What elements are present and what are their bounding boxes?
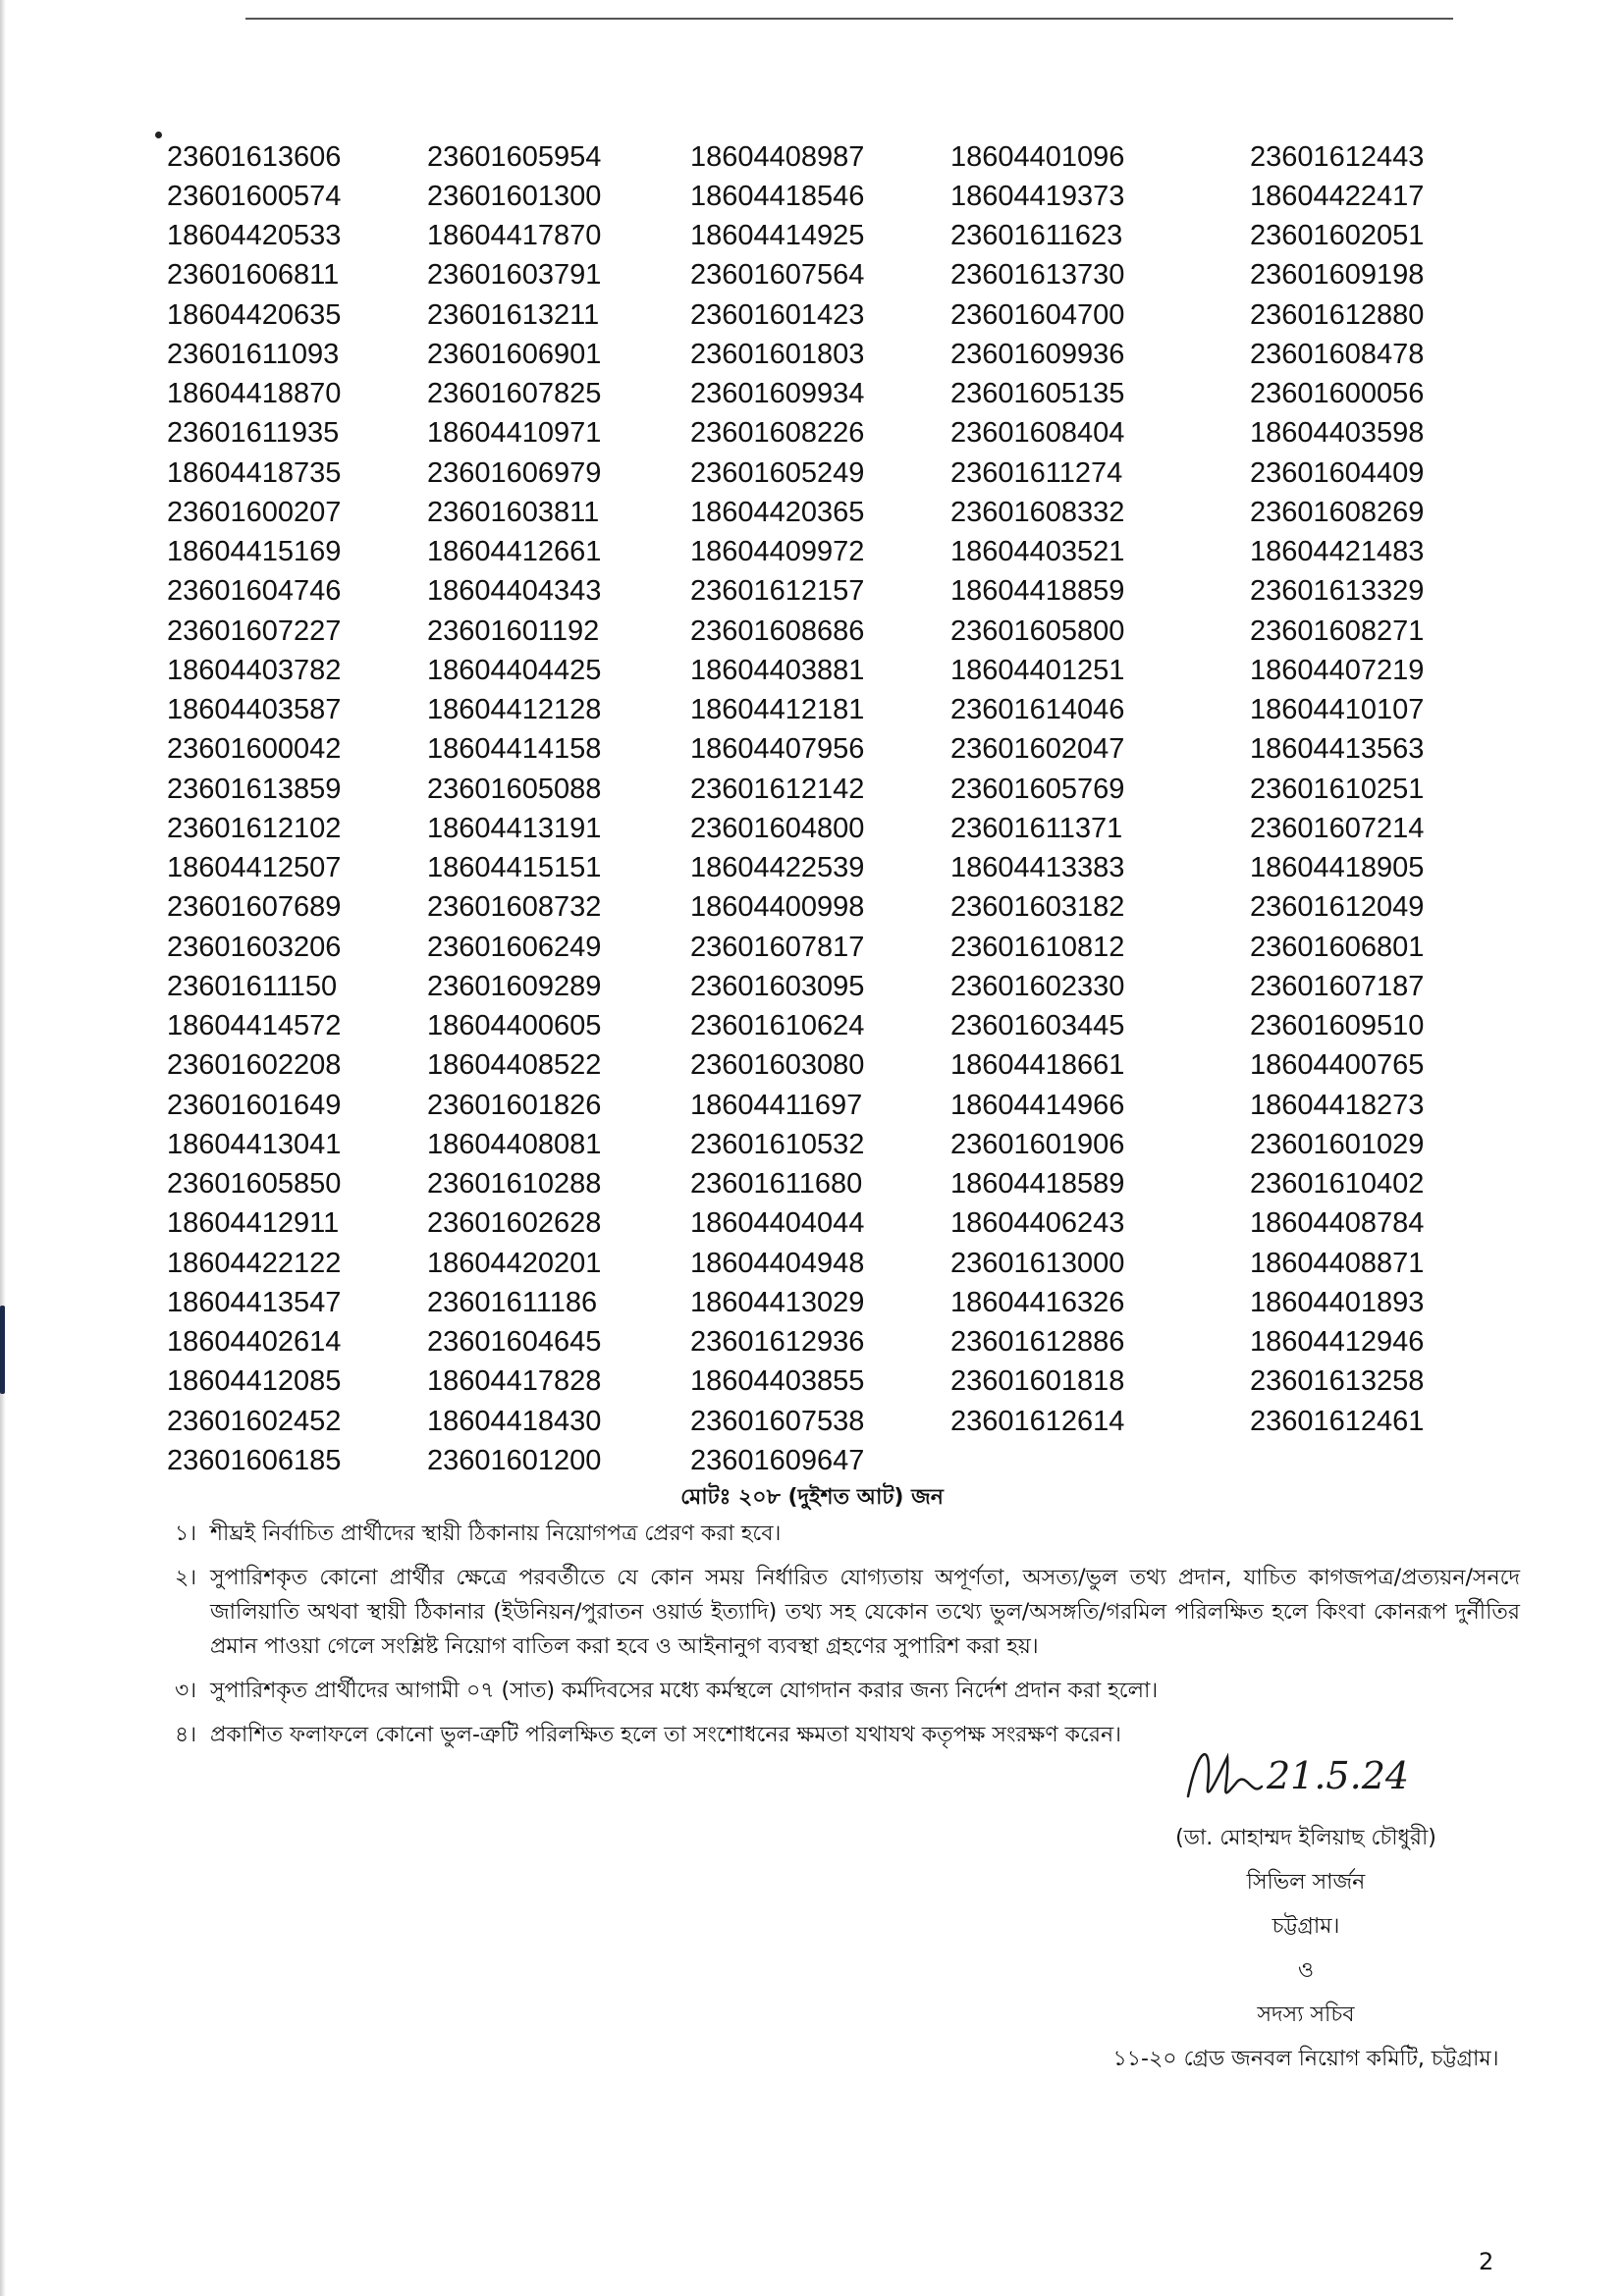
roll-number: 18604420533 (167, 220, 342, 252)
roll-number: 23601611274 (950, 456, 1123, 489)
roll-number: 23601611680 (690, 1168, 863, 1201)
roll-number: 23601611093 (167, 338, 340, 370)
roll-number: 23601610624 (690, 1010, 865, 1042)
roll-number: 23601604746 (167, 575, 342, 608)
roll-number: 18604407219 (1250, 654, 1425, 686)
roll-number: 23601612443 (1250, 140, 1425, 173)
roll-number: 18604414925 (690, 220, 865, 252)
roll-number: 23601607214 (1250, 812, 1425, 844)
roll-number: 18604410971 (427, 417, 602, 450)
roll-number: 18604422539 (690, 852, 865, 884)
roll-number: 23601612157 (690, 575, 865, 608)
roll-number: 23601611186 (427, 1286, 598, 1318)
roll-number: 18604417828 (427, 1365, 602, 1398)
scan-edge-shadow (0, 0, 6, 2296)
roll-number: 18604415169 (167, 536, 342, 568)
roll-number: 18604418273 (1250, 1089, 1425, 1121)
note-number: ৩। (175, 1679, 197, 1703)
roll-number: 23601600207 (167, 496, 342, 528)
roll-number: 23601612886 (950, 1326, 1125, 1359)
roll-number: 23601611623 (950, 220, 1123, 252)
roll-number: 23601613211 (427, 298, 600, 331)
roll-number: 23601612049 (1250, 891, 1425, 924)
page-number: 2 (1479, 2248, 1494, 2275)
roll-number: 23601603080 (690, 1049, 865, 1082)
roll-number: 23601608269 (1250, 496, 1425, 528)
roll-number: 18604401251 (950, 654, 1125, 686)
roll-number: 23601612102 (167, 812, 342, 844)
roll-number: 18604412661 (427, 536, 602, 568)
roll-number: 23601602208 (167, 1049, 342, 1082)
roll-number: 23601607227 (167, 614, 342, 647)
roll-number: 23601605954 (427, 140, 602, 173)
roll-number: 23601602047 (950, 733, 1125, 766)
roll-number: 23601604700 (950, 298, 1125, 331)
roll-number: 23601603811 (427, 496, 600, 528)
roll-number: 18604418430 (427, 1405, 602, 1437)
roll-number: 23601600042 (167, 733, 342, 766)
roll-number: 18604419373 (950, 180, 1125, 212)
signatory-role: সদস্য সচিব (1257, 2002, 1355, 2027)
roll-number: 18604403587 (167, 694, 342, 726)
roll-number: 18604418735 (167, 456, 342, 489)
roll-number: 18604414158 (427, 733, 602, 766)
roll-number: 23601608271 (1250, 614, 1425, 647)
note-item (175, 1517, 1520, 1551)
roll-number: 23601605249 (690, 456, 865, 489)
roll-number: 18604421483 (1250, 536, 1425, 568)
roll-number: 18604402614 (167, 1326, 342, 1359)
roll-number: 23601603791 (427, 259, 602, 292)
roll-number: 23601606185 (167, 1444, 342, 1476)
roll-number: 18604412128 (427, 694, 602, 726)
roll-number: 23601607817 (690, 931, 865, 963)
roll-number: 23601601423 (690, 298, 865, 331)
roll-number: 23601607564 (690, 259, 865, 292)
roll-number: 23601608404 (950, 417, 1125, 450)
roll-number: 23601608732 (427, 891, 602, 924)
roll-number: 23601601192 (427, 614, 600, 647)
roll-number: 23601605135 (950, 378, 1125, 410)
roll-number: 23601608686 (690, 614, 865, 647)
roll-number: 18604403881 (690, 654, 865, 686)
roll-number: 23601600056 (1250, 378, 1425, 410)
signatory-designation: সিভিল সার্জন (1246, 1870, 1366, 1895)
roll-number: 18604420365 (690, 496, 865, 528)
roll-number: 23601605769 (950, 773, 1125, 805)
roll-number: 23601603206 (167, 931, 342, 963)
roll-number: 23601609936 (950, 338, 1125, 370)
roll-number: 23601606901 (427, 338, 602, 370)
roll-number: 18604413547 (167, 1286, 342, 1318)
note-number: ২। (175, 1566, 197, 1590)
roll-number: 23601603182 (950, 891, 1125, 924)
signature-block (1011, 1816, 1600, 2081)
roll-number: 23601601818 (950, 1365, 1125, 1398)
roll-number: 23601612461 (1250, 1405, 1425, 1437)
roll-number: 18604414572 (167, 1010, 342, 1042)
roll-number: 23601608226 (690, 417, 865, 450)
roll-number: 18604418859 (950, 575, 1125, 608)
roll-number: 23601610288 (427, 1168, 602, 1201)
roll-number-grid (167, 137, 1473, 1481)
roll-number: 18604403521 (950, 536, 1125, 568)
roll-number: 23601610532 (690, 1128, 865, 1160)
roll-number: 18604411697 (690, 1089, 863, 1121)
roll-number: 23601613859 (167, 773, 342, 805)
roll-number: 23601613258 (1250, 1365, 1425, 1398)
roll-number: 18604416326 (950, 1286, 1125, 1318)
roll-number: 18604418546 (690, 180, 865, 212)
scan-edge-mark (0, 1306, 5, 1394)
roll-number: 23601604409 (1250, 456, 1425, 489)
roll-number: 23601606801 (1250, 931, 1425, 963)
roll-number: 23601604800 (690, 812, 865, 844)
roll-number: 23601609647 (690, 1444, 865, 1476)
roll-number: 23601610402 (1250, 1168, 1425, 1201)
roll-number: 23601601300 (427, 180, 602, 212)
roll-number: 18604418870 (167, 378, 342, 410)
roll-number: 18604401096 (950, 140, 1125, 173)
note-number: ১। (175, 1522, 197, 1546)
note-text: প্রকাশিত ফলাফলে কোনো ভুল-ত্রুটি পরিলক্ষিত হলে তা সংশোধনের ক্ষমতা যথাযথ কতৃপক্ষ সংরক্ষণ করেন। (210, 1723, 1121, 1747)
roll-number: 23601610812 (950, 931, 1125, 963)
roll-number: 18604415151 (427, 852, 602, 884)
roll-number: 23601605088 (427, 773, 602, 805)
signatory-name: (ডা. মোহাম্মদ ইলিয়াছ চৌধুরী) (1175, 1826, 1436, 1850)
note-number: ৪। (175, 1723, 197, 1747)
roll-number: 18604407956 (690, 733, 865, 766)
roll-number: 18604413029 (690, 1286, 865, 1318)
roll-number: 23601607689 (167, 891, 342, 924)
roll-number: 18604400998 (690, 891, 865, 924)
roll-number: 18604420635 (167, 298, 342, 331)
notes-list (175, 1517, 1520, 1762)
roll-number: 23601605800 (950, 614, 1125, 647)
roll-number: 23601613329 (1250, 575, 1425, 608)
roll-number: 18604412181 (690, 694, 865, 726)
roll-number: 18604404948 (690, 1247, 865, 1279)
roll-number: 23601602628 (427, 1207, 602, 1240)
roll-number: 23601608332 (950, 496, 1125, 528)
roll-number: 18604400765 (1250, 1049, 1425, 1082)
note-text: সুপারিশকৃত প্রার্থীদের আগামী ০৭ (সাত) কর্মদিবসের মধ্যে কর্মস্থলে যোগদান করার জন্য নির্দেশ প্রদান করা হলো। (210, 1679, 1159, 1703)
roll-number: 23601606811 (167, 259, 340, 292)
roll-number: 18604404343 (427, 575, 602, 608)
roll-number: 23601600574 (167, 180, 342, 212)
roll-number: 18604417870 (427, 220, 602, 252)
roll-number: 18604413563 (1250, 733, 1425, 766)
roll-number: 23601601826 (427, 1089, 602, 1121)
roll-number: 18604418905 (1250, 852, 1425, 884)
roll-number: 18604422122 (167, 1247, 342, 1279)
note-text: সুপারিশকৃত কোনো প্রার্থীর ক্ষেত্রে পরবর্তীতে যে কোন সময় নির্ধারিত যোগ্যতায় অপূর্ণতা, অসত্য/ভুল তথ্য প্রদান, যাচিত কাগজপত্র/প্রত্যয়ন/সনদে জালিয়াতি অথবা স্থায়ী ঠিকানার (ইউনিয়ন/পুরাতন ওয়ার্ড ইত্যাদি) তথ্য সহ যেকোন তথ্যে ভুল/অসঙ্গতি/গরমিল পরিলক্ষিত হলে কিংবা কোনরূপ দুর্নীতির প্রমান পাওয়া গেলে সংশ্লিষ্ট নিয়োগ বাতিল করা হবে ও আইনানুগ ব্যবস্থা গ্রহণের সুপারিশ করা হয়। (210, 1566, 1520, 1659)
roll-number: 18604404044 (690, 1207, 865, 1240)
roll-number: 18604413041 (167, 1128, 342, 1160)
roll-number: 23601603095 (690, 970, 865, 1002)
roll-number: 18604400605 (427, 1010, 602, 1042)
roll-number: 23601607825 (427, 378, 602, 410)
roll-number: 18604409972 (690, 536, 865, 568)
roll-number: 18604412911 (167, 1207, 340, 1240)
note-text: শীঘ্রই নির্বাচিত প্রার্থীদের স্থায়ী ঠিকানায় নিয়োগপত্র প্রেরণ করা হবে। (210, 1522, 782, 1546)
roll-number: 23601613730 (950, 259, 1125, 292)
roll-number: 18604422417 (1250, 180, 1425, 212)
roll-number: 18604408522 (427, 1049, 602, 1082)
signatory-conjunction: ও (1297, 1958, 1315, 1983)
signature-date: 21.5.24 (1267, 1754, 1410, 1797)
roll-number: 23601602330 (950, 970, 1125, 1002)
roll-number: 23601611150 (167, 970, 338, 1002)
roll-number: 18604413191 (427, 812, 602, 844)
roll-number: 18604408784 (1250, 1207, 1425, 1240)
roll-number: 18604408987 (690, 140, 865, 173)
roll-number: 23601609510 (1250, 1010, 1425, 1042)
roll-number: 23601601029 (1250, 1128, 1425, 1160)
signatory-location: চট্টগ্রাম। (1272, 1914, 1340, 1939)
roll-number: 18604418589 (950, 1168, 1125, 1201)
roll-number: 18604413383 (950, 852, 1125, 884)
roll-number: 18604408871 (1250, 1247, 1425, 1279)
roll-number: 23601605850 (167, 1168, 342, 1201)
roll-number: 23601609289 (427, 970, 602, 1002)
roll-number: 18604414966 (950, 1089, 1125, 1121)
roll-number: 18604404425 (427, 654, 602, 686)
top-rule (245, 18, 1453, 20)
roll-number: 18604408081 (427, 1128, 602, 1160)
roll-number: 23601610251 (1250, 773, 1425, 805)
stray-mark (155, 132, 162, 138)
roll-number: 23601608478 (1250, 338, 1425, 370)
roll-number: 23601609934 (690, 378, 865, 410)
roll-number: 18604412085 (167, 1365, 342, 1398)
roll-number: 23601614046 (950, 694, 1125, 726)
roll-number: 18604412946 (1250, 1326, 1425, 1359)
roll-number: 18604401893 (1250, 1286, 1425, 1318)
signatory-committee: ১১-২০ গ্রেড জনবল নিয়োগ কমিটি, চট্টগ্রাম। (1112, 2047, 1499, 2071)
roll-number: 23601601649 (167, 1089, 342, 1121)
roll-number: 23601612614 (950, 1405, 1125, 1437)
roll-number: 23601607187 (1250, 970, 1425, 1002)
roll-number: 18604412507 (167, 852, 342, 884)
roll-number: 23601612142 (690, 773, 865, 805)
total-count: মোটঃ ২০৮ (দুইশত আট) জন (680, 1485, 944, 1510)
roll-number: 23601601906 (950, 1128, 1125, 1160)
note-item (175, 1674, 1520, 1708)
note-item (175, 1561, 1520, 1664)
roll-number: 23601601803 (690, 338, 865, 370)
roll-number: 23601611935 (167, 417, 340, 450)
roll-number: 18604410107 (1250, 694, 1425, 726)
roll-number: 23601613606 (167, 140, 342, 173)
roll-number: 23601606249 (427, 931, 602, 963)
roll-number: 23601602051 (1250, 220, 1425, 252)
roll-number: 18604418661 (950, 1049, 1125, 1082)
signature-mark (1168, 1728, 1410, 1816)
roll-number: 18604403782 (167, 654, 342, 686)
roll-number: 23601601200 (427, 1444, 602, 1476)
roll-number: 23601604645 (427, 1326, 602, 1359)
roll-number: 23601609198 (1250, 259, 1425, 292)
roll-number: 23601611371 (950, 812, 1123, 844)
roll-number: 18604406243 (950, 1207, 1125, 1240)
roll-number: 23601613000 (950, 1247, 1125, 1279)
roll-number: 23601603445 (950, 1010, 1125, 1042)
roll-number: 23601612936 (690, 1326, 865, 1359)
roll-number: 18604420201 (427, 1247, 602, 1279)
roll-number: 23601606979 (427, 456, 602, 489)
roll-number: 23601612880 (1250, 298, 1425, 331)
roll-number: 18604403598 (1250, 417, 1425, 450)
roll-number: 18604403855 (690, 1365, 865, 1398)
roll-number: 23601602452 (167, 1405, 342, 1437)
roll-number: 23601607538 (690, 1405, 865, 1437)
